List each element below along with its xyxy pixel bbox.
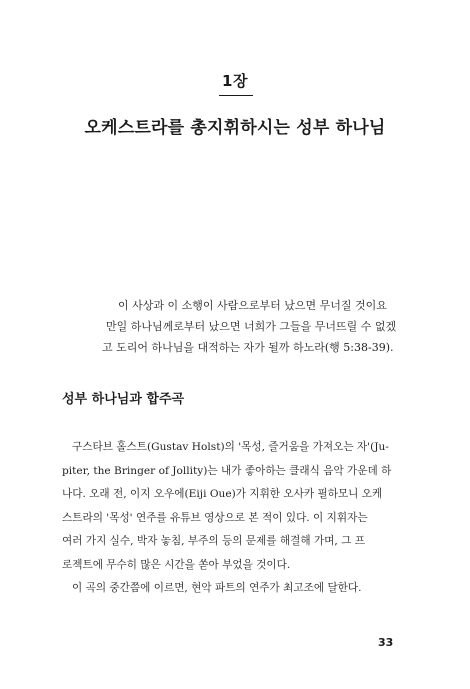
body-line: 나다. 오래 전, 이지 오우에(Eiji Oue)가 지휘한 오사카 필하모니 오케 <box>62 488 383 500</box>
epigraph-line: 이 사상과 이 소행이 사람으로부터 났으면 무너질 것이요 <box>118 299 387 312</box>
body-line: 스트라의 '목성' 연주를 유튜브 영상으로 본 적이 있다. 이 지휘자는 <box>62 511 368 524</box>
page-number: 33 <box>378 636 394 649</box>
body-paragraphs <box>62 436 410 601</box>
body-line: 구스타브 홀스트(Gustav Holst)의 '목성, 즐거움을 가져오는 자'(Ju- <box>72 441 389 453</box>
chapter-title: 오케스트라를 총지휘하시는 성부 하나님 <box>84 118 386 138</box>
chapter-divider <box>219 95 253 96</box>
epigraph-line: 고 도리어 하나님을 대적하는 자가 될까 하노라(행 5:38-39). <box>102 341 394 354</box>
body-line: 여러 가지 실수, 박자 놓침, 부주의 등의 문제를 해결해 가며, 그 프 <box>62 535 365 547</box>
body-line: piter, the Bringer of Jollity)는 내가 좋아하는 클래식 음악 가운데 하 <box>62 464 392 477</box>
epigraph-line: 만일 하나님께로부터 났으면 너희가 그들을 무너뜨릴 수 없겠 <box>106 320 397 333</box>
body-line: 이 곡의 중간쯤에 이르면, 현악 파트의 연주가 최고조에 달한다. <box>72 582 362 594</box>
epigraph <box>88 295 418 358</box>
section-heading: 성부 하나님과 합주곡 <box>62 392 185 407</box>
body-line: 로젝트에 무수히 많은 시간을 쏟아 부었을 것이다. <box>62 558 291 571</box>
chapter-number: 1장 <box>222 72 248 90</box>
